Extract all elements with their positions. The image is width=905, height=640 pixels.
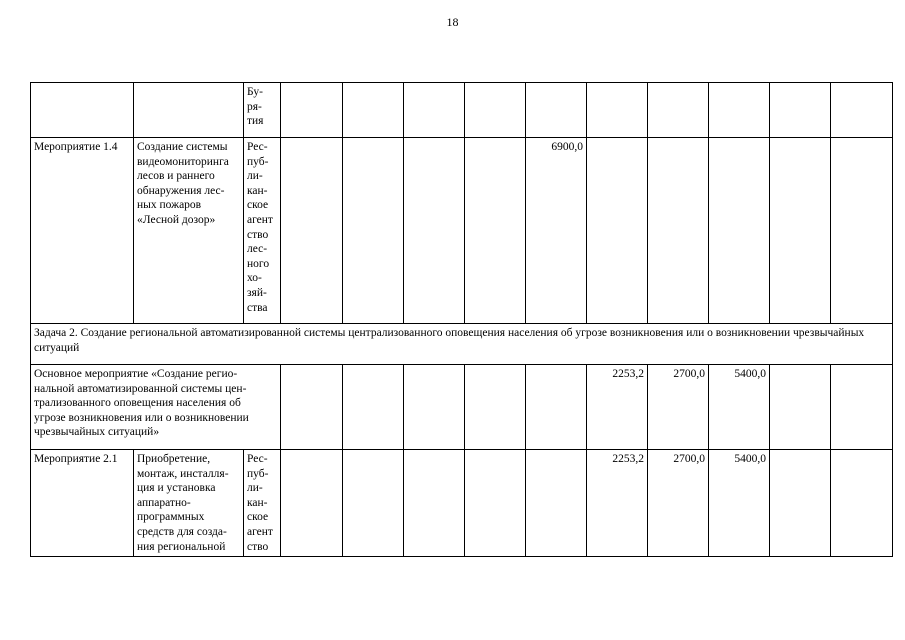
task-heading: Задача 2. Создание региональной автоматизированной системы централизованного оповещения населения об угрозе возникновения или о возникновении чрезвычайных ситуаций — [31, 324, 893, 365]
value-cell — [281, 365, 343, 450]
table-row-main-measure — [31, 365, 893, 450]
value-cell — [281, 138, 343, 324]
table-row-continuation — [31, 83, 893, 138]
value-cell — [465, 365, 526, 450]
value-cell — [526, 365, 587, 450]
value-cell — [770, 138, 831, 324]
value-cell — [404, 138, 465, 324]
value-cell: 2700,0 — [648, 365, 709, 450]
value-cell — [465, 450, 526, 557]
table-row-task-2 — [31, 324, 893, 365]
name-cell — [134, 83, 244, 138]
value-cell: 6900,0 — [526, 138, 587, 324]
table-row-measure-2-1 — [31, 450, 893, 557]
value-cell — [343, 365, 404, 450]
executor-cell: Рес- пуб- ли- кан- ское агент ство — [244, 450, 281, 557]
value-cell — [831, 450, 893, 557]
value-cell: 2253,2 — [587, 365, 648, 450]
program-measures-table — [30, 82, 893, 557]
table-row-measure-1-4 — [31, 138, 893, 324]
value-cell: 2253,2 — [587, 450, 648, 557]
value-cell — [404, 450, 465, 557]
page-number: 18 — [446, 15, 459, 29]
value-cell — [343, 138, 404, 324]
value-cell — [526, 450, 587, 557]
main-measure-cell: Основное мероприятие «Создание регио- нальной автоматизированной системы цен- трализованного оповещения населения об угрозе возникновения или о возникновении чрезвычайных ситуаций» — [31, 365, 281, 450]
name-cell: Создание системы видеомониторинга лесов и раннего обнаружения лес- ных пожаров «Лесной дозор» — [134, 138, 244, 324]
value-cell — [404, 365, 465, 450]
value-cell: 5400,0 — [709, 450, 770, 557]
value-cell — [831, 138, 893, 324]
value-cell — [648, 138, 709, 324]
value-cell — [709, 138, 770, 324]
value-cell — [281, 450, 343, 557]
value-cell — [343, 450, 404, 557]
executor-cell: Рес- пуб- ли- кан- ское агент ство лес- ного хо- зяй- ства — [244, 138, 281, 324]
value-cell — [831, 365, 893, 450]
value-cell — [770, 450, 831, 557]
status-cell — [31, 83, 134, 138]
value-cell: 5400,0 — [709, 365, 770, 450]
value-cell — [465, 138, 526, 324]
status-cell: Мероприятие 2.1 — [31, 450, 134, 557]
name-cell: Приобретение, монтаж, инсталля- ция и установка аппаратно- программных средств для созда- ния региональной — [134, 450, 244, 557]
value-cell — [587, 138, 648, 324]
executor-cell: Бу- ря- тия — [244, 83, 281, 138]
value-cell — [770, 365, 831, 450]
value-cell: 2700,0 — [648, 450, 709, 557]
status-cell: Мероприятие 1.4 — [31, 138, 134, 324]
